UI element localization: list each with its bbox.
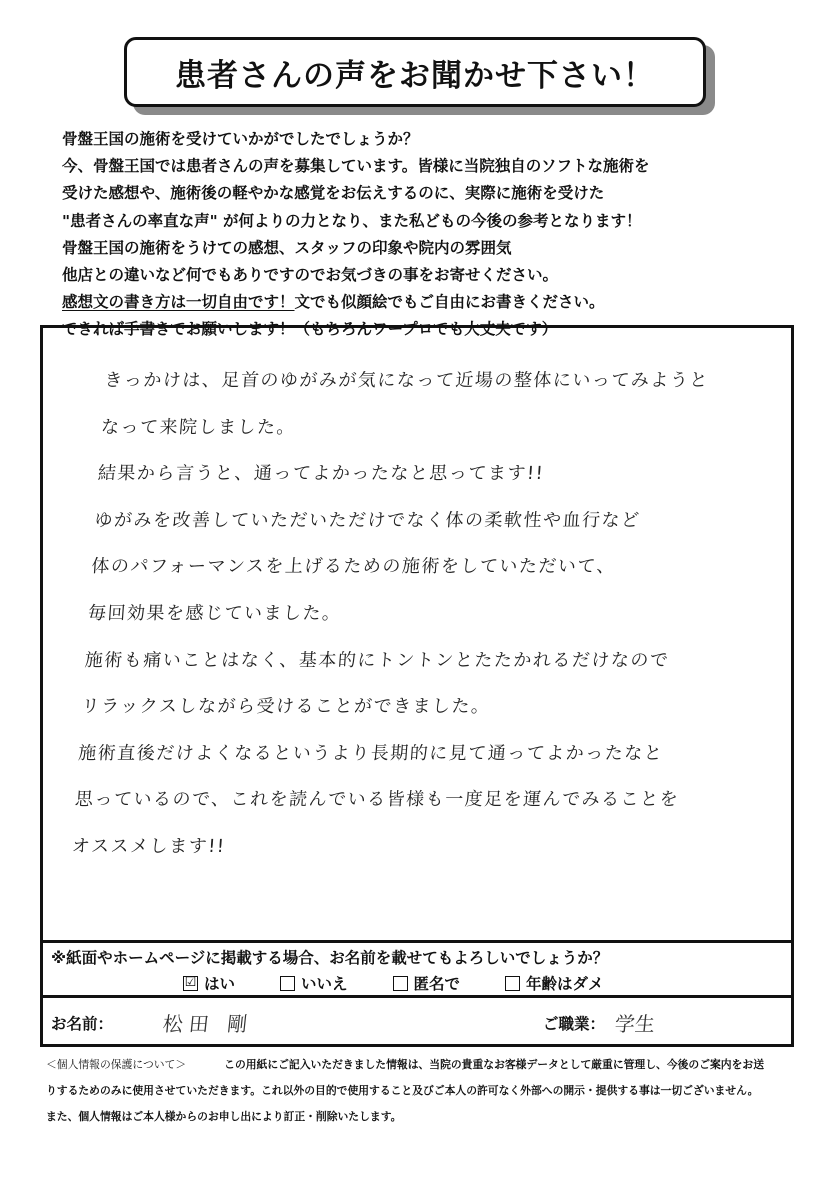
- intro-line-7-rest: 文でも似顔絵でもご自由にお書きください。: [294, 293, 605, 312]
- option-label: 匿名で: [413, 975, 461, 993]
- comment-line: 施術直後だけよくなるというより長期的に見て通ってよかったなと: [77, 742, 665, 764]
- intro-line-4: "患者さんの率直な声" が何よりの力となり、また私どもの今後の参考となります！: [62, 211, 642, 230]
- intro-line-8: できれば手書きでお願いします！（もちろんワープロでも大丈夫です）: [62, 320, 558, 339]
- intro-line-1: 骨盤王国の施術を受けていかがでしたでしょうか？: [62, 130, 419, 148]
- page-title: 患者さんの声をお聞かせ下さい！: [124, 37, 706, 107]
- consent-section: [43, 940, 791, 998]
- intro-line-2: 今、骨盤王国では患者さんの声を募集しています。皆様に当院独自のソフトな施術を: [62, 157, 650, 176]
- privacy-line-3: また、個人情報はご本人様からのお申し出により訂正・削除いたします。: [46, 1110, 402, 1123]
- privacy-text: この用紙にご記入いただきました情報は、当院の貴重なお客様データとして厳重に管理し、今後のご案内をお送: [224, 1058, 764, 1071]
- comment-line: 毎回効果を感じていました。: [87, 602, 343, 624]
- comment-line: なって来院しました。: [100, 416, 297, 438]
- consent-question: ※紙面やホームページに掲載する場合、お名前を載せてもよろしいでしょうか？: [51, 949, 609, 967]
- option-yes[interactable]: [183, 972, 235, 994]
- option-no[interactable]: [280, 972, 348, 994]
- option-no-age[interactable]: [505, 972, 604, 994]
- job-label: ご職業：: [543, 1015, 606, 1033]
- name-field[interactable]: 松田 剛: [161, 1012, 255, 1036]
- checkbox-icon[interactable]: [393, 976, 408, 991]
- comment-line: ゆがみを改善していただいただけでなく体の柔軟性や血行など: [93, 509, 642, 531]
- name-row: [43, 998, 791, 1047]
- comment-line: オススメします!!: [71, 835, 227, 857]
- option-label: いいえ: [301, 975, 348, 993]
- checkbox-icon[interactable]: [505, 976, 520, 991]
- job-field[interactable]: 学生: [613, 1012, 657, 1036]
- privacy-line-1: [46, 1052, 806, 1078]
- consent-options: [183, 972, 649, 994]
- intro-line-3: 受けた感想や、施術後の軽やかな感覚をお伝えするのに、実際に施術を受けた: [62, 184, 605, 203]
- privacy-heading: ＜個人情報の保護について＞: [46, 1058, 187, 1071]
- comment-line: 結果から言うと、通ってよかったなと思ってます!!: [97, 463, 546, 485]
- intro-underlined: 感想文の書き方は一切自由です！: [62, 293, 295, 312]
- comment-frame: [40, 325, 794, 1047]
- handwritten-comment: [70, 358, 786, 871]
- option-label: はい: [204, 975, 236, 993]
- option-label: 年齢はダメ: [526, 975, 604, 993]
- checkbox-checked-icon[interactable]: ☑: [184, 974, 197, 990]
- comment-line: 体のパフォーマンスを上げるための施術をしていただいて、: [90, 556, 617, 578]
- intro-text: [62, 126, 802, 344]
- name-label: お名前：: [51, 1015, 114, 1033]
- option-anonymous[interactable]: [393, 972, 461, 994]
- comment-line: 思っているので、これを読んでいる皆様も一度足を運んでみることを: [74, 789, 680, 811]
- intro-line-7: [62, 289, 802, 316]
- intro-line-5: 骨盤王国の施術をうけての感想、スタッフの印象や院内の雰囲気: [62, 238, 512, 257]
- privacy-notice: [46, 1052, 806, 1130]
- comment-line: きっかけは、足首のゆがみが気になって近場の整体にいってみようと: [103, 370, 710, 391]
- intro-line-6: 他店との違いなど何でもありですのでお気づきの事をお寄せください。: [62, 266, 559, 285]
- comment-line: 施術も痛いことはなく、基本的にトントンとたたかれるだけなので: [84, 649, 671, 671]
- privacy-line-2: りするためのみに使用させていただきます。これ以外の目的で使用すること及びご本人の許可なく外部への開示・提供する事は一切ございません。: [46, 1084, 759, 1097]
- checkbox-icon[interactable]: [280, 976, 295, 991]
- comment-line: リラックスしながら受けることができました。: [80, 696, 492, 718]
